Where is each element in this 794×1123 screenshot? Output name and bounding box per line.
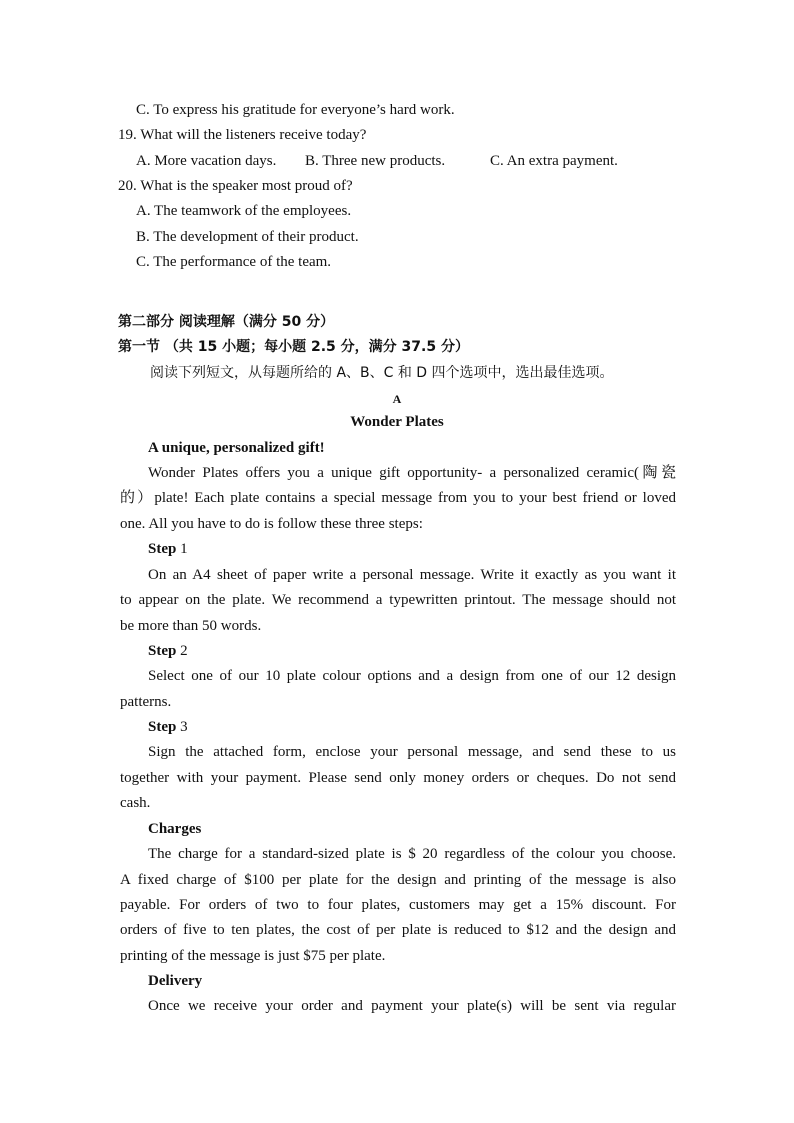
q20-option-a: A. The teamwork of the employees.	[136, 203, 352, 219]
step3-line: Sign the attached form, enclose your personal message, and send these to us	[148, 744, 676, 760]
reading-instruction: 阅读下列短文，从每题所给的 A、B、C 和 D 四个选项中，选出最佳选项。	[150, 365, 614, 381]
charges-line: payable. For orders of two to four plates, customers may get a 15% discount. For	[120, 897, 676, 913]
step1-line: to appear on the plate. We recommend a typewritten printout. The message should not	[120, 592, 676, 608]
step2-line: patterns.	[120, 694, 172, 710]
q20-option-b: B. The development of their product.	[136, 229, 359, 245]
step3-heading	[148, 718, 188, 736]
q19-option-b: B. Three new products.	[305, 153, 446, 169]
section1-heading: 第一节 （共 15 小题；每小题 2.5 分，满分 37.5 分）	[118, 339, 469, 355]
step3-line: cash.	[120, 795, 151, 811]
q20-stem: 20. What is the speaker most proud of?	[118, 178, 353, 194]
step1-line: be more than 50 words.	[120, 618, 262, 634]
passage-title: Wonder Plates	[350, 414, 444, 430]
charges-line: The charge for a standard-sized plate is $ 20 regardless of the colour you choose.	[148, 846, 676, 862]
passage-subtitle: A unique, personalized gift!	[148, 440, 325, 456]
intro-line: Wonder Plates offers you a unique gift opportunity- a personalized ceramic(陶瓷	[148, 465, 676, 481]
q19-option-a: A. More vacation days.	[136, 153, 277, 169]
charges-line: printing of the message is just $75 per plate.	[120, 948, 386, 964]
q20-option-c: C. The performance of the team.	[136, 254, 332, 270]
step2-line: Select one of our 10 plate colour options and a design from one of our 12 design	[148, 668, 676, 684]
step-number: 2	[176, 643, 188, 659]
step-label: Step	[148, 719, 177, 735]
charges-line: orders of five to ten plates, the cost of per plate is reduced to $12 and the design and	[120, 922, 676, 938]
q19-stem: 19. What will the listeners receive today?	[118, 127, 367, 143]
step1-heading	[148, 540, 188, 558]
q18-option-c: C. To express his gratitude for everyone’s hard work.	[136, 102, 455, 118]
passage-letter: A	[392, 392, 402, 406]
intro-line: 的）plate! Each plate contains a special message from you to your best friend or loved	[120, 490, 676, 506]
step3-line: together with your payment. Please send only money orders or cheques. Do not send	[120, 770, 676, 786]
q19-option-c: C. An extra payment.	[490, 153, 618, 169]
part2-heading: 第二部分 阅读理解（满分 50 分）	[118, 314, 335, 330]
delivery-heading: Delivery	[148, 973, 203, 989]
step-label: Step	[148, 643, 177, 659]
step1-line: On an A4 sheet of paper write a personal message. Write it exactly as you want it	[148, 567, 676, 583]
charges-heading: Charges	[148, 821, 202, 837]
delivery-line: Once we receive your order and payment your plate(s) will be sent via regular	[148, 998, 676, 1014]
step-number: 3	[176, 719, 188, 735]
step2-heading	[148, 642, 188, 660]
intro-line: one. All you have to do is follow these three steps:	[120, 516, 423, 532]
step-number: 1	[176, 541, 188, 557]
charges-line: A fixed charge of $100 per plate for the design and printing of the message is also	[120, 872, 676, 888]
step-label: Step	[148, 541, 177, 557]
